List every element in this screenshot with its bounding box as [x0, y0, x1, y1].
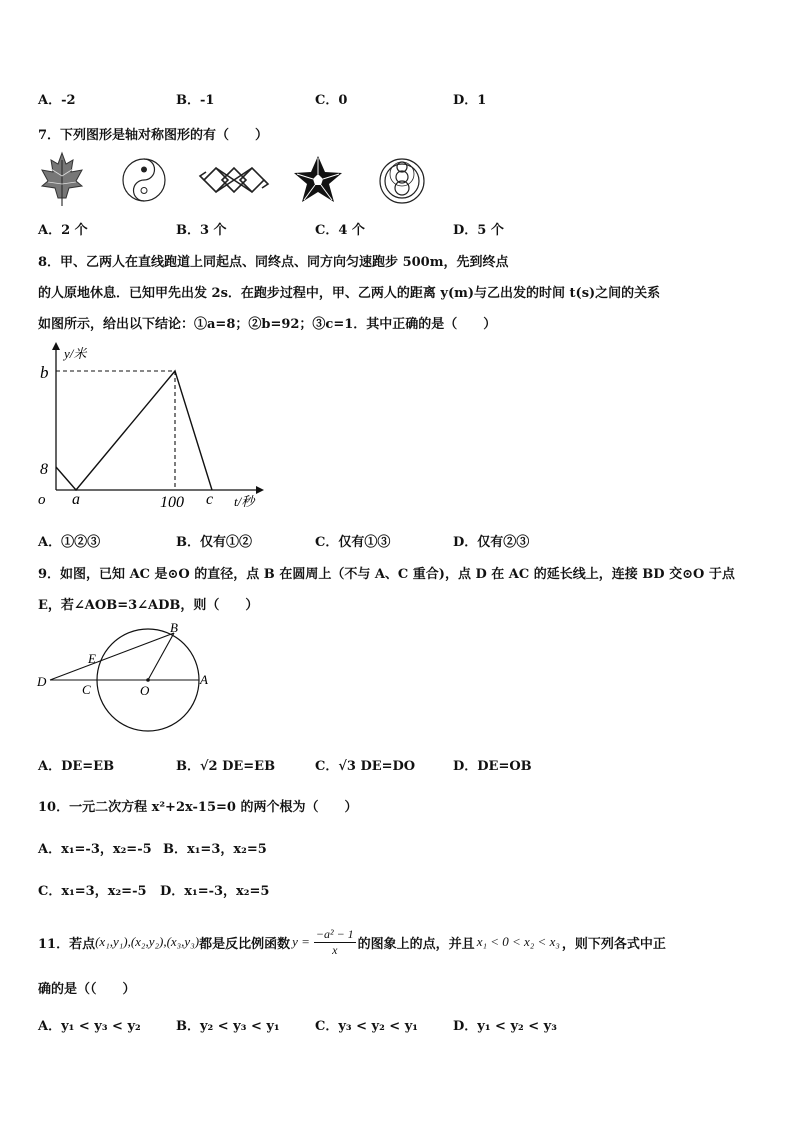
q7-stem: 7．下列图形是轴对称图形的有（ ）: [38, 128, 269, 143]
q10-option-d: D．x₁=-3，x₂=5: [160, 884, 270, 899]
q8-stem-line-2: 的人原地休息．已知甲先出发 2s．在跑步过程中，甲、乙两人的距离 y(m)与乙出发的时间 t(s)之间的关系: [38, 286, 661, 301]
q9-figure: [34, 620, 214, 735]
graph-label-b: b: [40, 363, 49, 382]
label-o: O: [140, 683, 150, 698]
graph-y-axis-label: y/米: [64, 346, 87, 361]
q10-option-a: A．x₁=-3，x₂=-5: [38, 842, 152, 857]
graph-label-c: c: [206, 491, 214, 508]
q11-option-b: B．y₂ < y₃ < y₁: [176, 1019, 280, 1034]
q11-func-denominator: x: [332, 942, 338, 957]
q11-option-a: A．y₁ < y₃ < y₂: [38, 1019, 141, 1034]
q8-option-b: B．仅有①②: [176, 535, 252, 550]
maple-leaf-icon: [42, 153, 82, 206]
q6-option-d: D．1: [453, 93, 487, 108]
q8-option-d: D．仅有②③: [453, 535, 530, 550]
q11-points: (x₁,y₁),(x₂,y₂),(x₃,y₃): [95, 934, 200, 949]
q11-stem-part-1: 11．若点: [38, 936, 96, 952]
graph-label-8: 8: [40, 461, 48, 478]
q9-option-a: A．DE=EB: [38, 759, 115, 774]
q11-func-numerator: −a² − 1: [315, 926, 354, 941]
label-c: C: [82, 682, 91, 697]
star-pentagon-icon: [294, 156, 342, 202]
q10-option-c: C．x₁=3，x₂=-5: [38, 884, 147, 899]
q8-option-c: C．仅有①③: [315, 535, 391, 550]
q11-stem-line-1: [38, 922, 666, 962]
q11-fraction: [314, 927, 356, 958]
graph-label-a: a: [72, 491, 80, 508]
q7-option-c: C．4 个: [315, 223, 365, 238]
yin-yang-icon: [123, 159, 165, 201]
q11-stem-part-3: 的图象上的点，并且: [357, 936, 475, 952]
graph-x-axis-label: t/秒: [234, 494, 255, 509]
graph-origin-label: o: [38, 492, 46, 508]
q6-option-b: B．-1: [176, 93, 215, 108]
nested-circles-icon: [380, 159, 424, 203]
q11-func-lhs: y =: [292, 934, 310, 949]
graph-label-100: 100: [160, 494, 184, 511]
q9-option-b: B．√2 DE=EB: [176, 759, 276, 774]
q8-graph: [34, 340, 274, 520]
q7-option-b: B．3 个: [176, 223, 227, 238]
label-a: A: [200, 672, 208, 687]
q9-stem-line-1: 9．如图，已知 AC 是⊙O 的直径，点 B 在圆周上（不与 A、C 重合)，点 D 在 AC 的延长线上，连接 BD 交⊙O 于点: [38, 567, 735, 582]
q7-figures: [36, 150, 426, 208]
label-e: E: [88, 651, 96, 666]
q9-option-c: C．√3 DE=DO: [315, 759, 416, 774]
q11-condition: x₁ < 0 < x₂ < x₃: [476, 934, 560, 949]
q11-stem-line-2: 确的是（（ ）: [38, 982, 136, 997]
q7-option-d: D．5 个: [453, 223, 504, 238]
label-b: B: [170, 620, 178, 635]
q11-stem-part-2: 都是反比例函数: [199, 936, 291, 952]
q11-option-c: C．y₃ < y₂ < y₁: [315, 1019, 418, 1034]
q7-option-a: A．2 个: [38, 223, 88, 238]
q11-stem-part-4: ，则下列各式中正: [561, 936, 666, 952]
q8-stem-line-1: 8．甲、乙两人在直线跑道上同起点、同终点、同方向匀速跑步 500m，先到终点: [38, 255, 509, 270]
q11-option-d: D．y₁ < y₂ < y₃: [453, 1019, 557, 1034]
q10-option-b: B．x₁=3，x₂=5: [163, 842, 267, 857]
q6-option-a: A．-2: [38, 93, 76, 108]
q10-stem: 10．一元二次方程 x²+2x-15=0 的两个根为（ ）: [38, 800, 358, 815]
label-d: D: [37, 674, 47, 689]
q8-option-a: A．①②③: [38, 535, 101, 550]
q9-stem-line-2: E，若∠AOB=3∠ADB，则（ ）: [38, 598, 259, 613]
q8-stem-line-3: 如图所示，给出以下结论：①a=8；②b=92；③c=1．其中正确的是（ ）: [38, 317, 497, 332]
q9-option-d: D．DE=OB: [453, 759, 532, 774]
q6-option-c: C．0: [315, 93, 348, 108]
knot-pattern-icon: [200, 168, 268, 192]
